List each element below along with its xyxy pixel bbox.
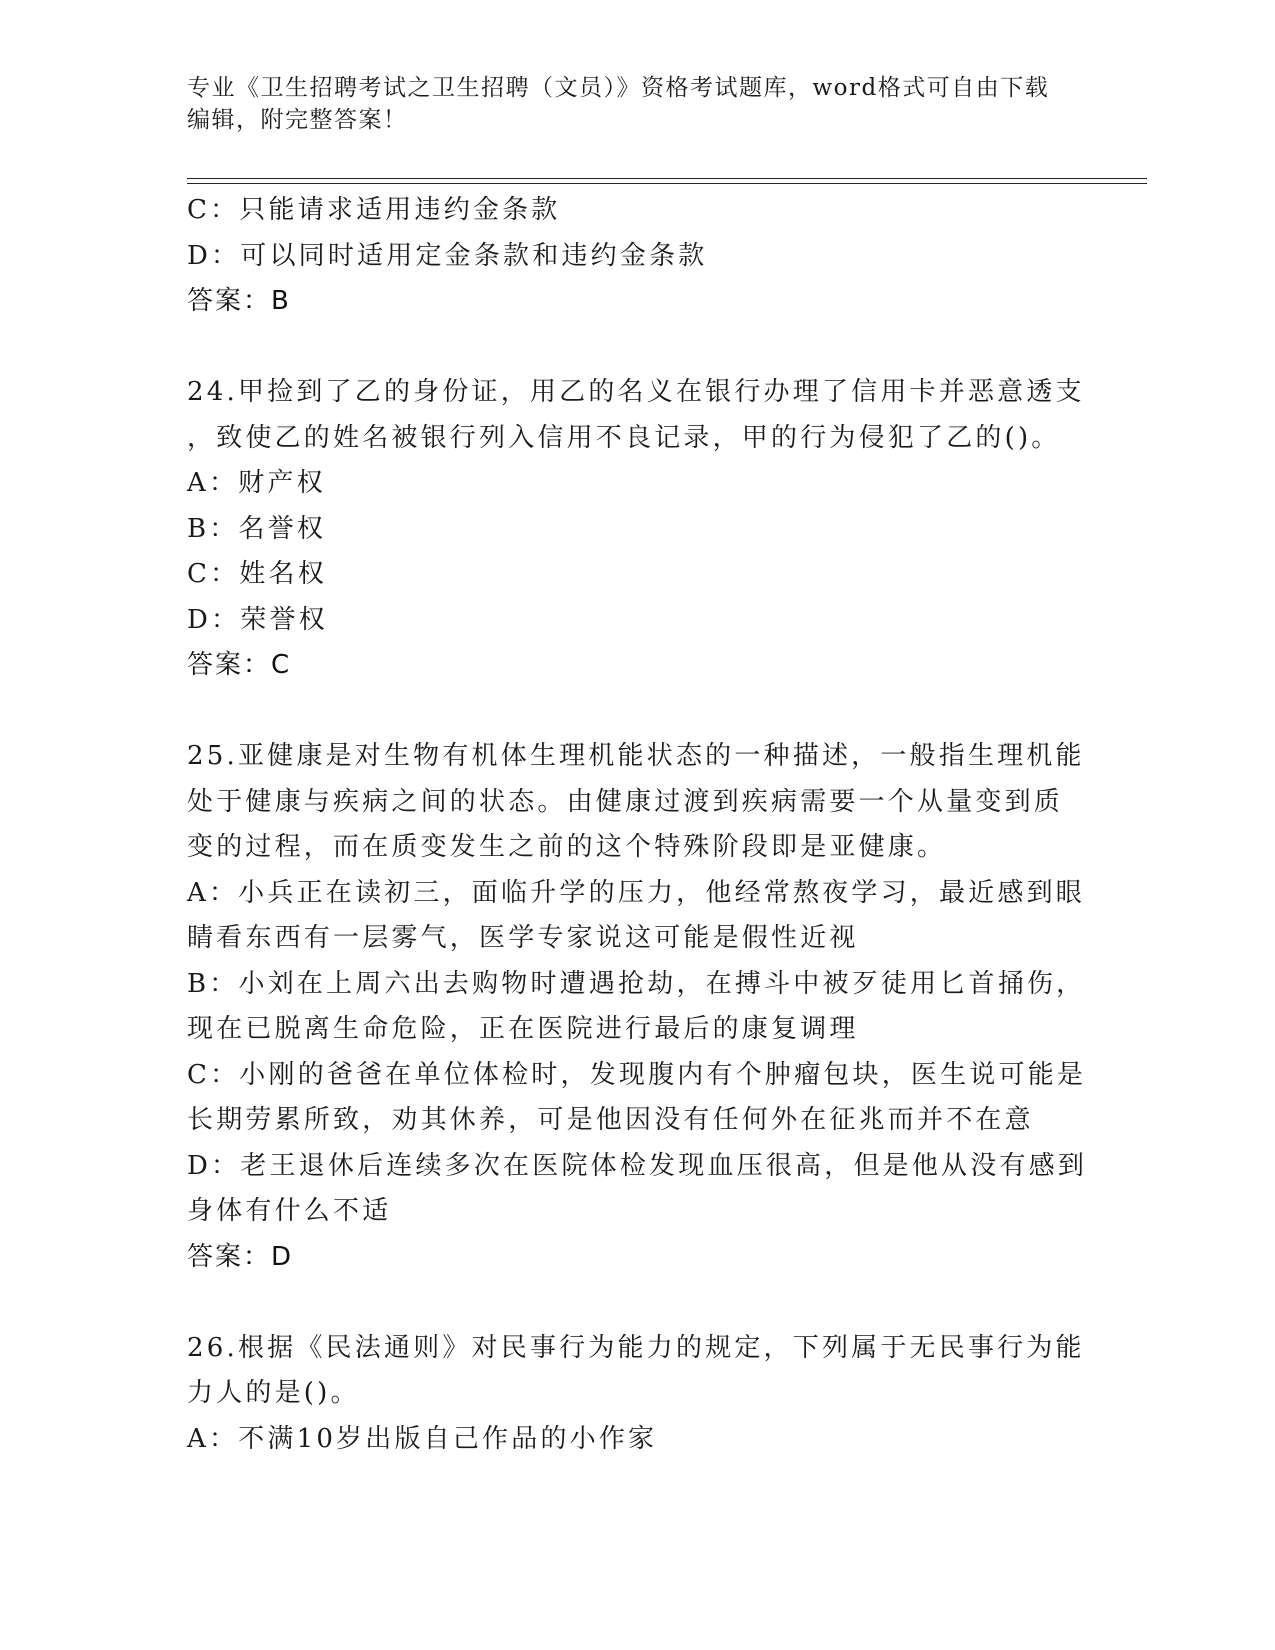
q25-stem-line-1: 25.亚健康是对生物有机体生理机能状态的一种描述，一般指生理机能: [187, 741, 1085, 771]
q23-option-d: D：可以同时适用定金条款和违约金条款: [187, 240, 708, 271]
question-25: [187, 734, 1087, 1280]
page-header: [187, 72, 1067, 136]
header-divider-bottom: [187, 183, 1147, 184]
document-body: [187, 188, 1087, 1462]
header-line-1: 专业《卫生招聘考试之卫生招聘（文员）》资格考试题库，word格式可自由下载: [187, 75, 1050, 101]
q25-stem-line-3: 变的过程，而在质变发生之前的这个特殊阶段即是亚健康。: [187, 832, 947, 862]
q26-stem-line-1: 26.根据《民法通则》对民事行为能力的规定，下列属于无民事行为能: [187, 1332, 1085, 1363]
q26-option-a: A：不满10岁出版自己作品的小作家: [187, 1423, 658, 1454]
q25-option-d-line-1: D：老王退休后连续多次在医院体检发现血压很高，但是他从没有感到: [187, 1150, 1088, 1181]
q24-answer: 答案：C: [187, 650, 292, 680]
q24-stem-line-2: ，致使乙的姓名被银行列入信用不良记录，甲的行为侵犯了乙的()。: [187, 422, 1061, 453]
q24-option-b: B：名誉权: [187, 513, 327, 544]
spacer: [187, 689, 1087, 735]
q25-option-b-line-2: 现在已脱离生命危险，正在医院进行最后的康复调理: [187, 1014, 859, 1044]
q26-stem-line-2: 力人的是()。: [187, 1378, 360, 1408]
spacer: [187, 325, 1087, 371]
q24-stem-line-1: 24.甲捡到了乙的身份证，用乙的名义在银行办理了信用卡并恶意透支: [187, 377, 1085, 407]
question-26: [187, 1326, 1087, 1463]
q25-option-a-line-2: 睛看东西有一层雾气，医学专家说这可能是假性近视: [187, 923, 859, 953]
q25-option-c-line-2: 长期劳累所致，劝其休养，可是他因没有任何外在征兆而并不在意: [187, 1105, 1034, 1135]
q25-option-d-line-2: 身体有什么不适: [187, 1196, 392, 1226]
header-divider-top: [187, 178, 1147, 179]
q24-option-a: A：财产权: [187, 468, 326, 498]
q24-option-d: D：荣誉权: [187, 604, 328, 635]
question-24: [187, 370, 1087, 689]
q25-option-b-line-1: B：小刘在上周六出去购物时遭遇抢劫，在搏斗中被歹徒用匕首捅伤，: [187, 968, 1086, 999]
header-line-2: 编辑，附完整答案！: [187, 107, 408, 133]
spacer: [187, 1280, 1087, 1326]
q24-option-c: C：姓名权: [187, 559, 327, 589]
q25-option-c-line-1: C：小刚的爸爸在单位体检时，发现腹内有个肿瘤包块，医生说可能是: [187, 1059, 1087, 1090]
q23-answer: 答案：B: [187, 286, 291, 316]
q23-option-c: C：只能请求适用违约金条款: [187, 195, 561, 225]
question-23: [187, 188, 1087, 325]
q25-option-a-line-1: A：小兵正在读初三，面临升学的压力，他经常熬夜学习，最近感到眼: [187, 877, 1085, 908]
q25-answer: 答案：D: [187, 1241, 294, 1272]
q25-stem-line-2: 处于健康与疾病之间的状态。由健康过渡到疾病需要一个从量变到质: [187, 786, 1064, 817]
